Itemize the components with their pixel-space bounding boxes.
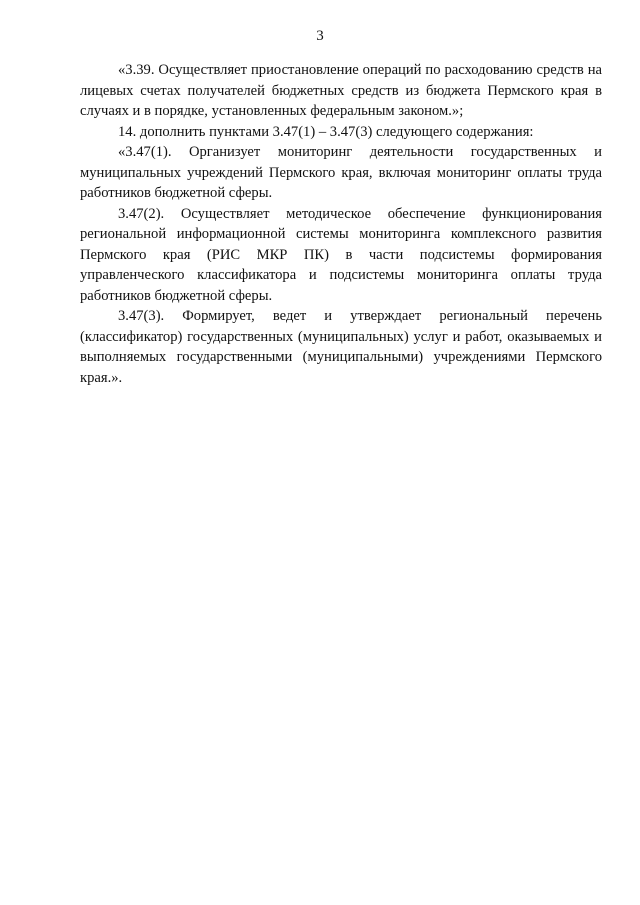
paragraph-3-47-1: «3.47(1). Организует мониторинг деятельности государственных и муниципальных учреждений Пермского края, включая мониторинг оплаты труда работников бюджетной сферы. [80, 144, 602, 201]
paragraph-item-14: 14. дополнить пунктами 3.47(1) – 3.47(3) следующего содержания: [118, 123, 534, 140]
paragraph-3-47-2: 3.47(2). Осуществляет методическое обеспечение функционирования региональной информационной системы мониторинга комплексного развития Пермского края (РИС МКР ПК) в части подсистемы формирования управленческого классификатора и подсистемы мониторинга оплаты труда работников бюджетной сферы. [80, 205, 602, 304]
document-body [80, 60, 602, 388]
paragraph-3-39: «3.39. Осуществляет приостановление операций по расходованию средств на лицевых счетах получателей бюджетных средств из бюджета Пермского края в случаях и в порядке, установленных федеральным законом.»; [80, 62, 602, 119]
page-number: 3 [316, 28, 324, 44]
paragraph-3-47-3: 3.47(3). Формирует, ведет и утверждает региональный перечень (классификатор) государственных (муниципальных) услуг и работ, оказываемых и выполняемых государственными (муниципальными) учреждениями Пермского края.». [80, 308, 602, 386]
